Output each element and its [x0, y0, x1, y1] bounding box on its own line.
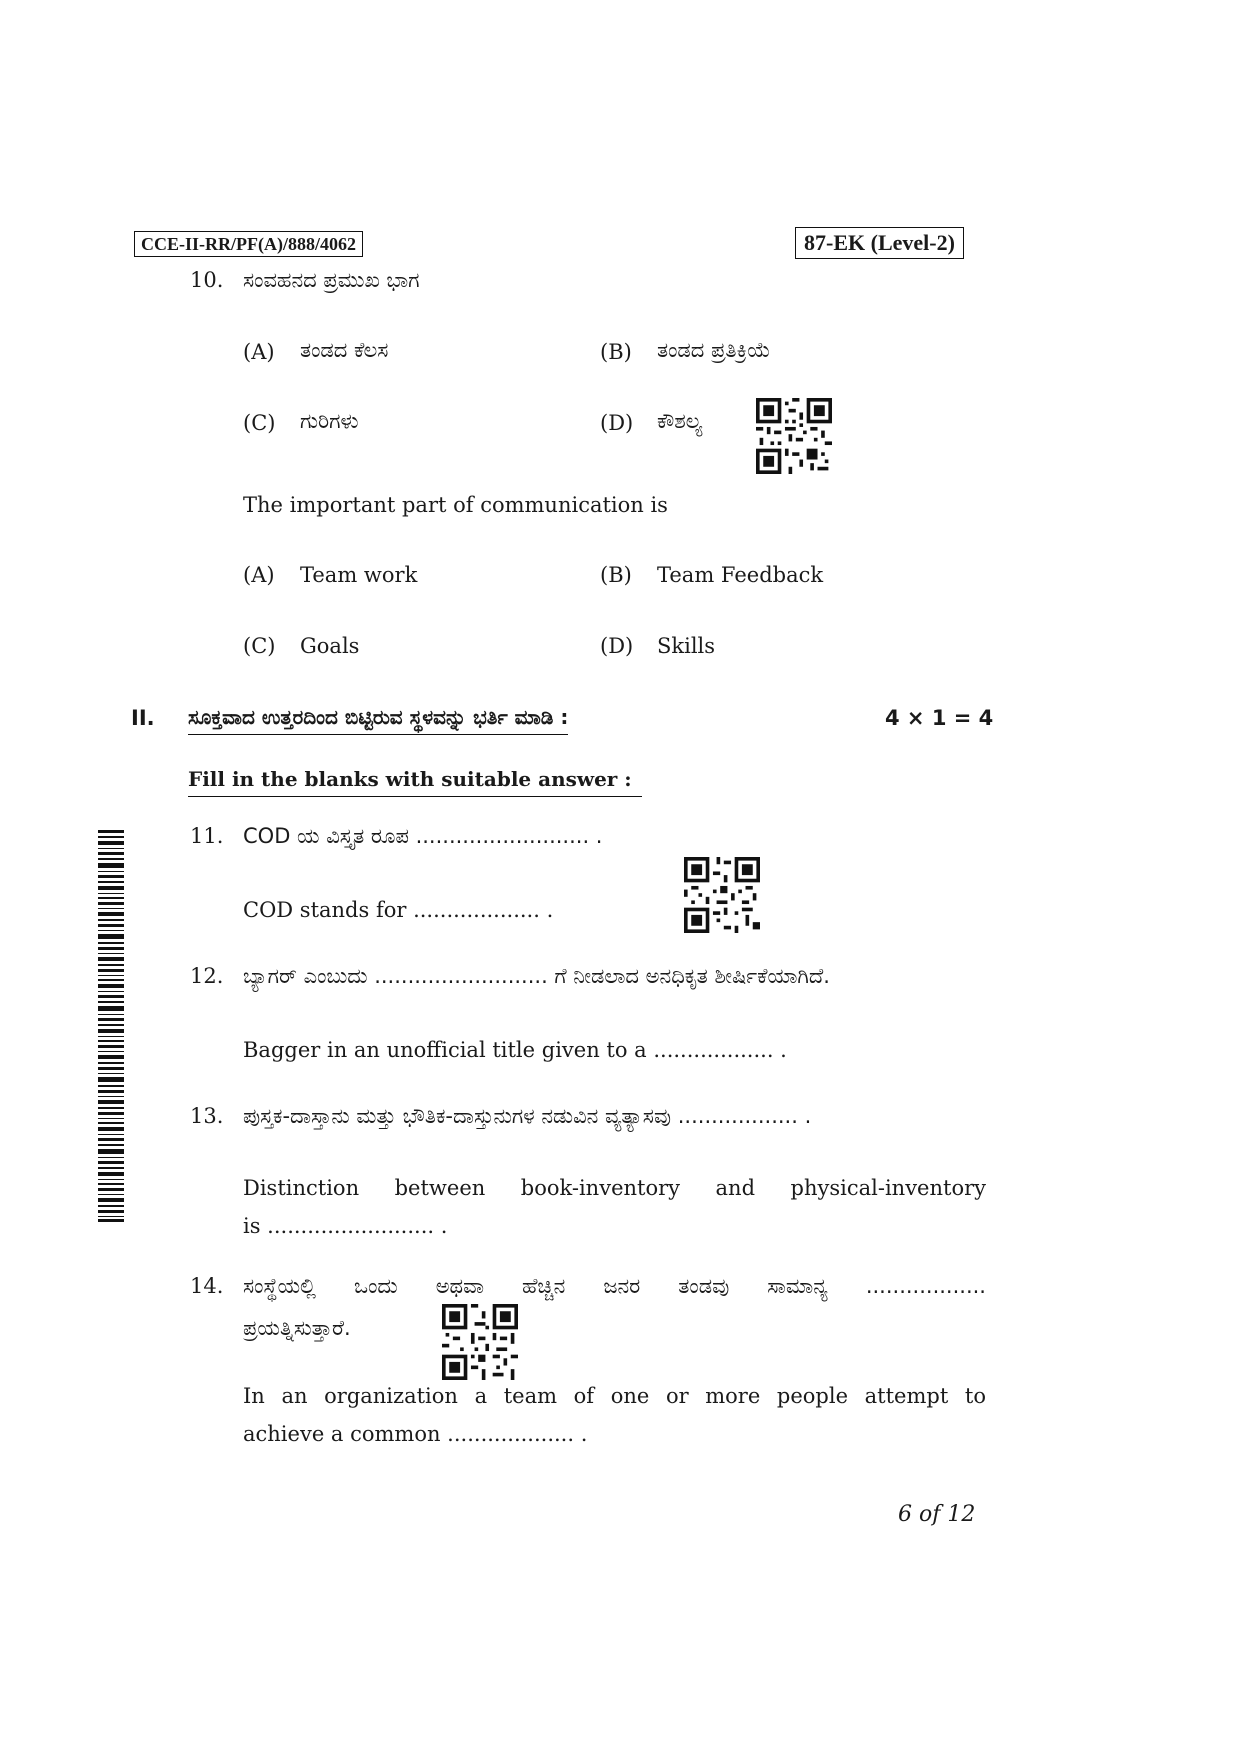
q10-en-option-c: Goals: [300, 634, 360, 658]
q12-number: 12.: [190, 964, 224, 988]
q10-en-option-b-label: (B): [600, 563, 632, 587]
q10-en-option-d-label: (D): [600, 634, 634, 658]
q12-kn: ಬ್ಯಾಗರ್ ಎಂಬುದು .......................... ಗೆ ನೀಡಲಾದ ಅನಧಿಕೃತ ಶೀರ್ಷಿಕೆಯಾಗಿದೆ.: [243, 964, 830, 988]
q10-kn-option-d-label: (D): [600, 411, 634, 435]
paper-code: CCE-II-RR/PF(A)/888/4062: [134, 231, 363, 257]
q10-en-option-c-label: (C): [243, 634, 276, 658]
level-label: 87-EK (Level-2): [795, 227, 964, 259]
page-number: 6 of 12: [898, 1502, 976, 1527]
qr-code-icon: [756, 398, 832, 474]
q13-number: 13.: [190, 1104, 224, 1128]
q10-kn-question: ಸಂವಹನದ ಪ್ರಮುಖ ಭಾಗ: [243, 268, 420, 292]
barcode-icon: [98, 830, 124, 1222]
q10-kn-option-a: ತಂಡದ ಕೆಲಸ: [300, 338, 389, 362]
q10-kn-option-c: ಗುರಿಗಳು: [300, 409, 359, 433]
q10-number: 10.: [190, 268, 224, 292]
q14-number: 14.: [190, 1274, 224, 1298]
q13-en-line1: Distinction between book-inventory and physical-inventory: [243, 1176, 986, 1200]
q10-en-option-a: Team work: [300, 563, 418, 587]
q14-en-line1: In an organization a team of one or more people attempt to: [243, 1384, 986, 1408]
qr-code-icon: [442, 1304, 518, 1380]
qr-code-icon: [684, 857, 760, 933]
section-number: II.: [131, 706, 155, 730]
q14-en-line2: achieve a common ................... .: [243, 1422, 588, 1446]
q10-en-option-a-label: (A): [243, 563, 275, 587]
q10-kn-option-d: ಕೌಶಲ್ಯ: [657, 409, 703, 433]
section-title-en: Fill in the blanks with suitable answer :: [188, 765, 642, 797]
q10-kn-option-c-label: (C): [243, 411, 276, 435]
q14-kn-line2: ಪ್ರಯತ್ನಿಸುತ್ತಾರೆ.: [243, 1316, 351, 1340]
q11-en: COD stands for ................... .: [243, 898, 554, 922]
q11-kn: COD ಯ ವಿಸ್ತೃತ ರೂಪ .......................... .: [243, 824, 603, 848]
q14-kn-line1: ಸಂಸ್ಥೆಯಲ್ಲಿ ಒಂದು ಅಥವಾ ಹೆಚ್ಚಿನ ಜನರ ತಂಡವು ಸಾಮಾನ್ಯ ..................: [243, 1274, 986, 1298]
q13-en-line2: is ......................... .: [243, 1214, 448, 1238]
section-title-kn: ಸೂಕ್ತವಾದ ಉತ್ತರದಿಂದ ಬಿಟ್ಟಿರುವ ಸ್ಥಳವನ್ನು ಭರ್ತಿ ಮಾಡಿ :: [188, 703, 568, 735]
q12-en: Bagger in an unofficial title given to a .................. .: [243, 1038, 787, 1062]
q10-kn-option-b-label: (B): [600, 340, 632, 364]
section-marks: 4 × 1 = 4: [885, 706, 994, 730]
q10-en-option-d: Skills: [657, 634, 716, 658]
q10-en-option-b: Team Feedback: [657, 563, 824, 587]
q11-number: 11.: [190, 824, 224, 848]
q10-en-question: The important part of communication is: [243, 493, 668, 517]
q10-kn-option-b: ತಂಡದ ಪ್ರತಿಕ್ರಿಯೆ: [657, 338, 771, 362]
q13-kn: ಪುಸ್ತಕ-ದಾಸ್ತಾನು ಮತ್ತು ಭೌತಿಕ-ದಾಸ್ತುನುಗಳ ನಡುವಿನ ವ್ಯತ್ಯಾಸವು .................. .: [243, 1104, 812, 1128]
q10-kn-option-a-label: (A): [243, 340, 275, 364]
